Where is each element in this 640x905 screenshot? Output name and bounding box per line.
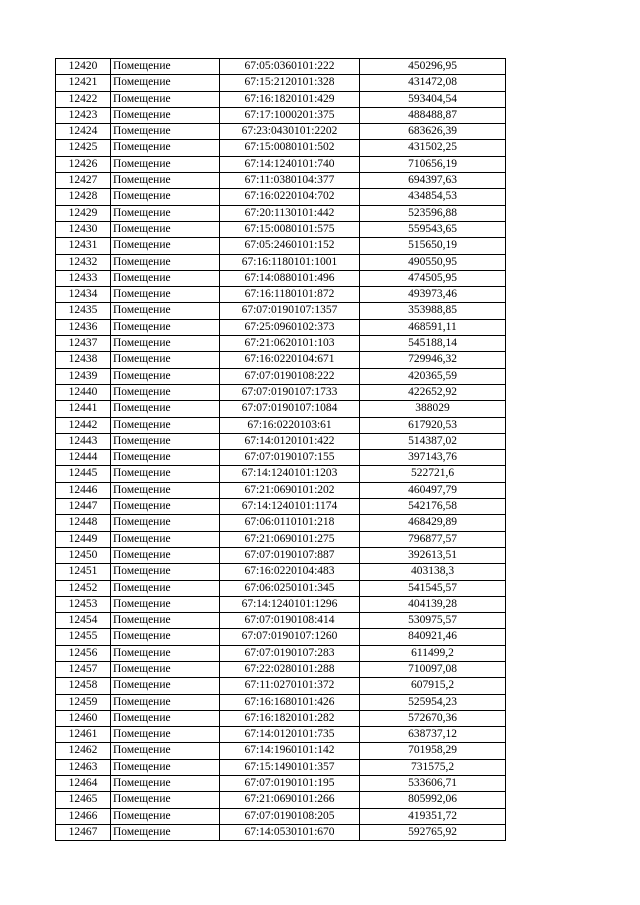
table-body — [56, 59, 506, 841]
object-type: Помещение — [111, 336, 220, 352]
row-number: 12438 — [56, 352, 111, 368]
object-type: Помещение — [111, 792, 220, 808]
row-number: 12461 — [56, 727, 111, 743]
cadastral-number: 67:11:0380104:377 — [220, 173, 360, 189]
cadastral-number: 67:21:0690101:266 — [220, 792, 360, 808]
object-type: Помещение — [111, 776, 220, 792]
cadastral-value: 683626,39 — [360, 124, 506, 140]
row-number: 12455 — [56, 629, 111, 645]
table-row — [56, 792, 506, 808]
row-number: 12444 — [56, 450, 111, 466]
cadastral-number: 67:07:0190107:1084 — [220, 401, 360, 417]
row-number: 12454 — [56, 613, 111, 629]
cadastral-number: 67:07:0190107:1260 — [220, 629, 360, 645]
row-number: 12436 — [56, 319, 111, 335]
table-row — [56, 107, 506, 123]
cadastral-value: 493973,46 — [360, 287, 506, 303]
object-type: Помещение — [111, 238, 220, 254]
object-type: Помещение — [111, 91, 220, 107]
row-number: 12459 — [56, 694, 111, 710]
object-type: Помещение — [111, 710, 220, 726]
object-type: Помещение — [111, 596, 220, 612]
table-row — [56, 482, 506, 498]
object-type: Помещение — [111, 303, 220, 319]
row-number: 12426 — [56, 156, 111, 172]
object-type: Помещение — [111, 140, 220, 156]
row-number: 12446 — [56, 482, 111, 498]
table-row — [56, 336, 506, 352]
cadastral-value: 607915,2 — [360, 678, 506, 694]
table-row — [56, 189, 506, 205]
cadastral-value: 701958,29 — [360, 743, 506, 759]
object-type: Помещение — [111, 75, 220, 91]
cadastral-number: 67:16:1180101:1001 — [220, 254, 360, 270]
object-type: Помещение — [111, 613, 220, 629]
cadastral-number: 67:21:0690101:275 — [220, 531, 360, 547]
table-row — [56, 254, 506, 270]
table-row — [56, 91, 506, 107]
row-number: 12456 — [56, 645, 111, 661]
table-row — [56, 776, 506, 792]
cadastral-value: 592765,92 — [360, 824, 506, 840]
table-row — [56, 694, 506, 710]
row-number: 12448 — [56, 515, 111, 531]
cadastral-number: 67:11:0270101:372 — [220, 678, 360, 694]
row-number: 12462 — [56, 743, 111, 759]
table-row — [56, 75, 506, 91]
table-row — [56, 824, 506, 840]
row-number: 12427 — [56, 173, 111, 189]
cadastral-number: 67:15:1490101:357 — [220, 759, 360, 775]
object-type: Помещение — [111, 743, 220, 759]
object-type: Помещение — [111, 384, 220, 400]
cadastral-number: 67:16:0220104:483 — [220, 564, 360, 580]
cadastral-number: 67:20:1130101:442 — [220, 205, 360, 221]
cadastral-value: 593404,54 — [360, 91, 506, 107]
object-type: Помещение — [111, 678, 220, 694]
cadastral-value: 572670,36 — [360, 710, 506, 726]
row-number: 12437 — [56, 336, 111, 352]
cadastral-value: 694397,63 — [360, 173, 506, 189]
table-row — [56, 743, 506, 759]
row-number: 12420 — [56, 59, 111, 75]
table-row — [56, 759, 506, 775]
object-type: Помещение — [111, 270, 220, 286]
cadastral-number: 67:07:0190107:1357 — [220, 303, 360, 319]
object-type: Помещение — [111, 221, 220, 237]
table-row — [56, 205, 506, 221]
table-row — [56, 661, 506, 677]
cadastral-number: 67:23:0430101:2202 — [220, 124, 360, 140]
cadastral-number: 67:06:0250101:345 — [220, 580, 360, 596]
table-row — [56, 303, 506, 319]
row-number: 12435 — [56, 303, 111, 319]
row-number: 12445 — [56, 466, 111, 482]
cadastral-value: 420365,59 — [360, 368, 506, 384]
cadastral-value: 805992,06 — [360, 792, 506, 808]
property-table — [55, 58, 506, 841]
row-number: 12440 — [56, 384, 111, 400]
row-number: 12457 — [56, 661, 111, 677]
cadastral-number: 67:15:0080101:502 — [220, 140, 360, 156]
row-number: 12465 — [56, 792, 111, 808]
row-number: 12432 — [56, 254, 111, 270]
object-type: Помещение — [111, 287, 220, 303]
table-row — [56, 808, 506, 824]
row-number: 12466 — [56, 808, 111, 824]
cadastral-value: 530975,57 — [360, 613, 506, 629]
object-type: Помещение — [111, 401, 220, 417]
row-number: 12430 — [56, 221, 111, 237]
object-type: Помещение — [111, 759, 220, 775]
row-number: 12467 — [56, 824, 111, 840]
object-type: Помещение — [111, 107, 220, 123]
table-row — [56, 59, 506, 75]
cadastral-number: 67:07:0190108:414 — [220, 613, 360, 629]
row-number: 12428 — [56, 189, 111, 205]
cadastral-value: 468429,89 — [360, 515, 506, 531]
table-row — [56, 433, 506, 449]
table-row — [56, 531, 506, 547]
cadastral-value: 515650,19 — [360, 238, 506, 254]
cadastral-number: 67:16:0220103:61 — [220, 417, 360, 433]
cadastral-value: 514387,02 — [360, 433, 506, 449]
table-row — [56, 613, 506, 629]
table-row — [56, 678, 506, 694]
cadastral-value: 392613,51 — [360, 547, 506, 563]
row-number: 12433 — [56, 270, 111, 286]
cadastral-value: 490550,95 — [360, 254, 506, 270]
cadastral-value: 710656,19 — [360, 156, 506, 172]
object-type: Помещение — [111, 205, 220, 221]
cadastral-value: 431502,25 — [360, 140, 506, 156]
table-row — [56, 156, 506, 172]
cadastral-number: 67:16:1680101:426 — [220, 694, 360, 710]
object-type: Помещение — [111, 417, 220, 433]
table-row — [56, 645, 506, 661]
cadastral-number: 67:16:1820101:282 — [220, 710, 360, 726]
row-number: 12425 — [56, 140, 111, 156]
object-type: Помещение — [111, 645, 220, 661]
table-row — [56, 140, 506, 156]
object-type: Помещение — [111, 661, 220, 677]
object-type: Помещение — [111, 368, 220, 384]
cadastral-value: 840921,46 — [360, 629, 506, 645]
object-type: Помещение — [111, 59, 220, 75]
cadastral-number: 67:16:0220104:702 — [220, 189, 360, 205]
cadastral-number: 67:14:0530101:670 — [220, 824, 360, 840]
cadastral-number: 67:14:0880101:496 — [220, 270, 360, 286]
cadastral-value: 419351,72 — [360, 808, 506, 824]
table-row — [56, 368, 506, 384]
object-type: Помещение — [111, 156, 220, 172]
cadastral-number: 67:14:1240101:1296 — [220, 596, 360, 612]
table-row — [56, 417, 506, 433]
cadastral-number: 67:14:1960101:142 — [220, 743, 360, 759]
cadastral-number: 67:07:0190107:1733 — [220, 384, 360, 400]
row-number: 12434 — [56, 287, 111, 303]
cadastral-number: 67:07:0190107:283 — [220, 645, 360, 661]
row-number: 12442 — [56, 417, 111, 433]
object-type: Помещение — [111, 433, 220, 449]
cadastral-value: 434854,53 — [360, 189, 506, 205]
row-number: 12453 — [56, 596, 111, 612]
cadastral-value: 397143,76 — [360, 450, 506, 466]
cadastral-value: 545188,14 — [360, 336, 506, 352]
row-number: 12449 — [56, 531, 111, 547]
cadastral-value: 559543,65 — [360, 221, 506, 237]
cadastral-value: 474505,95 — [360, 270, 506, 286]
cadastral-value: 523596,88 — [360, 205, 506, 221]
cadastral-number: 67:14:1240101:1174 — [220, 499, 360, 515]
cadastral-number: 67:07:0190107:155 — [220, 450, 360, 466]
table-row — [56, 124, 506, 140]
cadastral-number: 67:06:0110101:218 — [220, 515, 360, 531]
table-row — [56, 499, 506, 515]
cadastral-number: 67:15:2120101:328 — [220, 75, 360, 91]
table-row — [56, 352, 506, 368]
table-row — [56, 173, 506, 189]
cadastral-value: 542176,58 — [360, 499, 506, 515]
cadastral-number: 67:05:0360101:222 — [220, 59, 360, 75]
object-type: Помещение — [111, 124, 220, 140]
cadastral-number: 67:16:1820101:429 — [220, 91, 360, 107]
table-row — [56, 580, 506, 596]
row-number: 12429 — [56, 205, 111, 221]
table-row — [56, 596, 506, 612]
cadastral-value: 525954,23 — [360, 694, 506, 710]
cadastral-number: 67:16:0220104:671 — [220, 352, 360, 368]
object-type: Помещение — [111, 173, 220, 189]
table-row — [56, 710, 506, 726]
row-number: 12421 — [56, 75, 111, 91]
cadastral-value: 710097,08 — [360, 661, 506, 677]
row-number: 12423 — [56, 107, 111, 123]
row-number: 12422 — [56, 91, 111, 107]
table-row — [56, 319, 506, 335]
object-type: Помещение — [111, 531, 220, 547]
cadastral-value: 617920,53 — [360, 417, 506, 433]
row-number: 12441 — [56, 401, 111, 417]
cadastral-number: 67:07:0190108:222 — [220, 368, 360, 384]
cadastral-number: 67:14:1240101:740 — [220, 156, 360, 172]
cadastral-number: 67:22:0280101:288 — [220, 661, 360, 677]
object-type: Помещение — [111, 629, 220, 645]
object-type: Помещение — [111, 547, 220, 563]
cadastral-number: 67:07:0190107:887 — [220, 547, 360, 563]
object-type: Помещение — [111, 319, 220, 335]
cadastral-value: 403138,3 — [360, 564, 506, 580]
table-row — [56, 401, 506, 417]
cadastral-value: 431472,08 — [360, 75, 506, 91]
object-type: Помещение — [111, 564, 220, 580]
cadastral-value: 796877,57 — [360, 531, 506, 547]
object-type: Помещение — [111, 466, 220, 482]
object-type: Помещение — [111, 482, 220, 498]
cadastral-number: 67:17:1000201:375 — [220, 107, 360, 123]
object-type: Помещение — [111, 450, 220, 466]
cadastral-value: 450296,95 — [360, 59, 506, 75]
cadastral-value: 422652,92 — [360, 384, 506, 400]
cadastral-number: 67:16:1180101:872 — [220, 287, 360, 303]
table-row — [56, 270, 506, 286]
table-row — [56, 564, 506, 580]
cadastral-value: 522721,6 — [360, 466, 506, 482]
cadastral-number: 67:07:0190101:195 — [220, 776, 360, 792]
row-number: 12451 — [56, 564, 111, 580]
cadastral-number: 67:21:0690101:202 — [220, 482, 360, 498]
cadastral-number: 67:14:0120101:735 — [220, 727, 360, 743]
object-type: Помещение — [111, 515, 220, 531]
table-row — [56, 629, 506, 645]
row-number: 12463 — [56, 759, 111, 775]
object-type: Помещение — [111, 824, 220, 840]
object-type: Помещение — [111, 808, 220, 824]
cadastral-number: 67:25:0960102:373 — [220, 319, 360, 335]
row-number: 12447 — [56, 499, 111, 515]
cadastral-value: 533606,71 — [360, 776, 506, 792]
row-number: 12443 — [56, 433, 111, 449]
cadastral-value: 731575,2 — [360, 759, 506, 775]
cadastral-value: 460497,79 — [360, 482, 506, 498]
table-row — [56, 221, 506, 237]
cadastral-number: 67:21:0620101:103 — [220, 336, 360, 352]
cadastral-value: 541545,57 — [360, 580, 506, 596]
row-number: 12439 — [56, 368, 111, 384]
table-row — [56, 450, 506, 466]
object-type: Помещение — [111, 727, 220, 743]
cadastral-number: 67:15:0080101:575 — [220, 221, 360, 237]
cadastral-value: 729946,32 — [360, 352, 506, 368]
object-type: Помещение — [111, 499, 220, 515]
table-row — [56, 466, 506, 482]
cadastral-number: 67:05:2460101:152 — [220, 238, 360, 254]
cadastral-value: 468591,11 — [360, 319, 506, 335]
table-row — [56, 384, 506, 400]
table-row — [56, 727, 506, 743]
row-number: 12460 — [56, 710, 111, 726]
cadastral-value: 353988,85 — [360, 303, 506, 319]
row-number: 12424 — [56, 124, 111, 140]
cadastral-value: 388029 — [360, 401, 506, 417]
cadastral-number: 67:07:0190108:205 — [220, 808, 360, 824]
object-type: Помещение — [111, 580, 220, 596]
object-type: Помещение — [111, 352, 220, 368]
row-number: 12431 — [56, 238, 111, 254]
cadastral-value: 488488,87 — [360, 107, 506, 123]
cadastral-number: 67:14:1240101:1203 — [220, 466, 360, 482]
object-type: Помещение — [111, 254, 220, 270]
table-row — [56, 515, 506, 531]
object-type: Помещение — [111, 189, 220, 205]
row-number: 12458 — [56, 678, 111, 694]
table-row — [56, 547, 506, 563]
cadastral-value: 638737,12 — [360, 727, 506, 743]
cadastral-value: 404139,28 — [360, 596, 506, 612]
object-type: Помещение — [111, 694, 220, 710]
table-row — [56, 238, 506, 254]
cadastral-value: 611499,2 — [360, 645, 506, 661]
row-number: 12452 — [56, 580, 111, 596]
row-number: 12450 — [56, 547, 111, 563]
cadastral-number: 67:14:0120101:422 — [220, 433, 360, 449]
row-number: 12464 — [56, 776, 111, 792]
table-row — [56, 287, 506, 303]
